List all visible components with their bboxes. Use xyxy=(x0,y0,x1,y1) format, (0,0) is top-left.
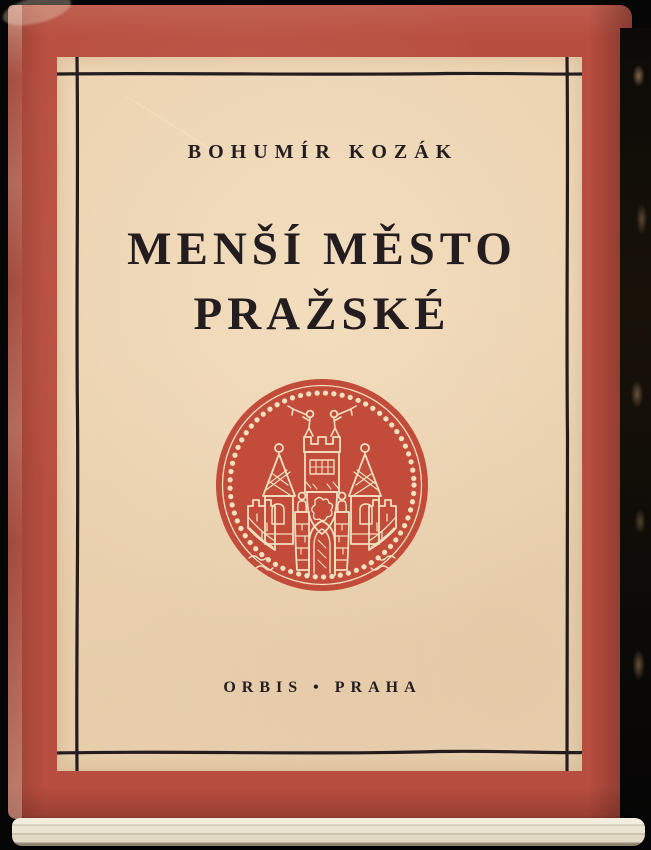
publisher-imprint: ORBIS • PRAHA xyxy=(223,679,422,696)
city-seal-emblem xyxy=(215,378,429,592)
title-line-2: PRAŽSKÉ xyxy=(193,288,451,340)
author-name: BOHUMÍR KOZÁK xyxy=(187,141,459,163)
book-title xyxy=(57,217,582,347)
cover-panel xyxy=(57,57,582,771)
page-edges-bottom xyxy=(12,818,645,846)
title-line-1: MENŠÍ MĚSTO xyxy=(127,223,517,275)
page-edges-right xyxy=(620,28,651,824)
book-cover xyxy=(8,5,632,819)
wear-mark-spine xyxy=(8,5,22,819)
